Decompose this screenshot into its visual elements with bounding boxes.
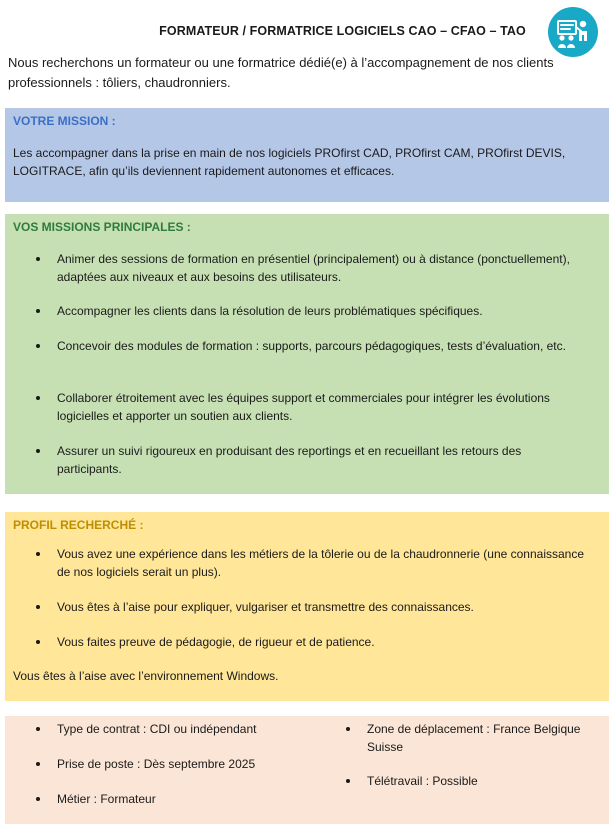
profil-section [5,512,609,701]
list-item: Vous êtes à l’aise pour expliquer, vulgariser et transmettre des connaissances. [57,598,589,616]
list-item: Vous faites preuve de pédagogie, de rigueur et de patience. [57,633,589,651]
list-item: Type de contrat : CDI ou indépendant [57,720,305,738]
mission-text: Les accompagner dans la prise en main de nos logiciels PROfirst CAD, PROfirst CAM, PROfirst DEVIS, LOGITRACE, afin qu’ils deviennent rapidement autonomes et efficaces. [13,146,566,178]
list-item: Zone de déplacement : France Belgique Suisse [367,720,599,756]
mission-section [5,108,609,202]
infos-section [5,716,609,824]
list-item: Animer des sessions de formation en présentiel (principalement) ou à distance (ponctuellement), adaptées aux niveaux et aux besoins des utilisateurs. [57,250,589,286]
list-item: Concevoir des modules de formation : supports, parcours pédagogiques, tests d’évaluation, etc. [57,337,589,355]
list-item: Accompagner les clients dans la résolution de leurs problématiques spécifiques. [57,302,589,320]
missions-principales-section [5,214,609,494]
intro-text: Nous recherchons un formateur ou une formatrice dédié(e) à l’accompagnement de nos clients professionnels : tôliers, chaudronniers. [8,55,554,90]
list-item: Prise de poste : Dès septembre 2025 [57,755,305,773]
mission-heading: VOTRE MISSION : [13,114,116,128]
missions-principales-heading: VOS MISSIONS PRINCIPALES : [13,220,191,234]
list-item: Assurer un suivi rigoureux en produisant des reportings et en recueillant les retours des participants. [57,442,589,478]
profil-heading: PROFIL RECHERCHÉ : [13,518,144,532]
list-item: Métier : Formateur [57,790,305,808]
page-title: FORMATEUR / FORMATRICE LOGICIELS CAO – CFAO – TAO [159,24,526,38]
list-item: Collaborer étroitement avec les équipes support et commerciales pour intégrer les évolutions logicielles et apporter un soutien aux clients. [57,389,589,425]
list-item: Vous avez une expérience dans les métiers de la tôlerie ou de la chaudronnerie (une connaissance de nos logiciels serait un plus). [57,545,589,581]
header [0,0,615,60]
profil-footer-text: Vous êtes à l’aise avec l’environnement Windows. [13,669,279,683]
list-item: Télétravail : Possible [367,772,599,790]
training-presentation-icon [548,7,598,57]
